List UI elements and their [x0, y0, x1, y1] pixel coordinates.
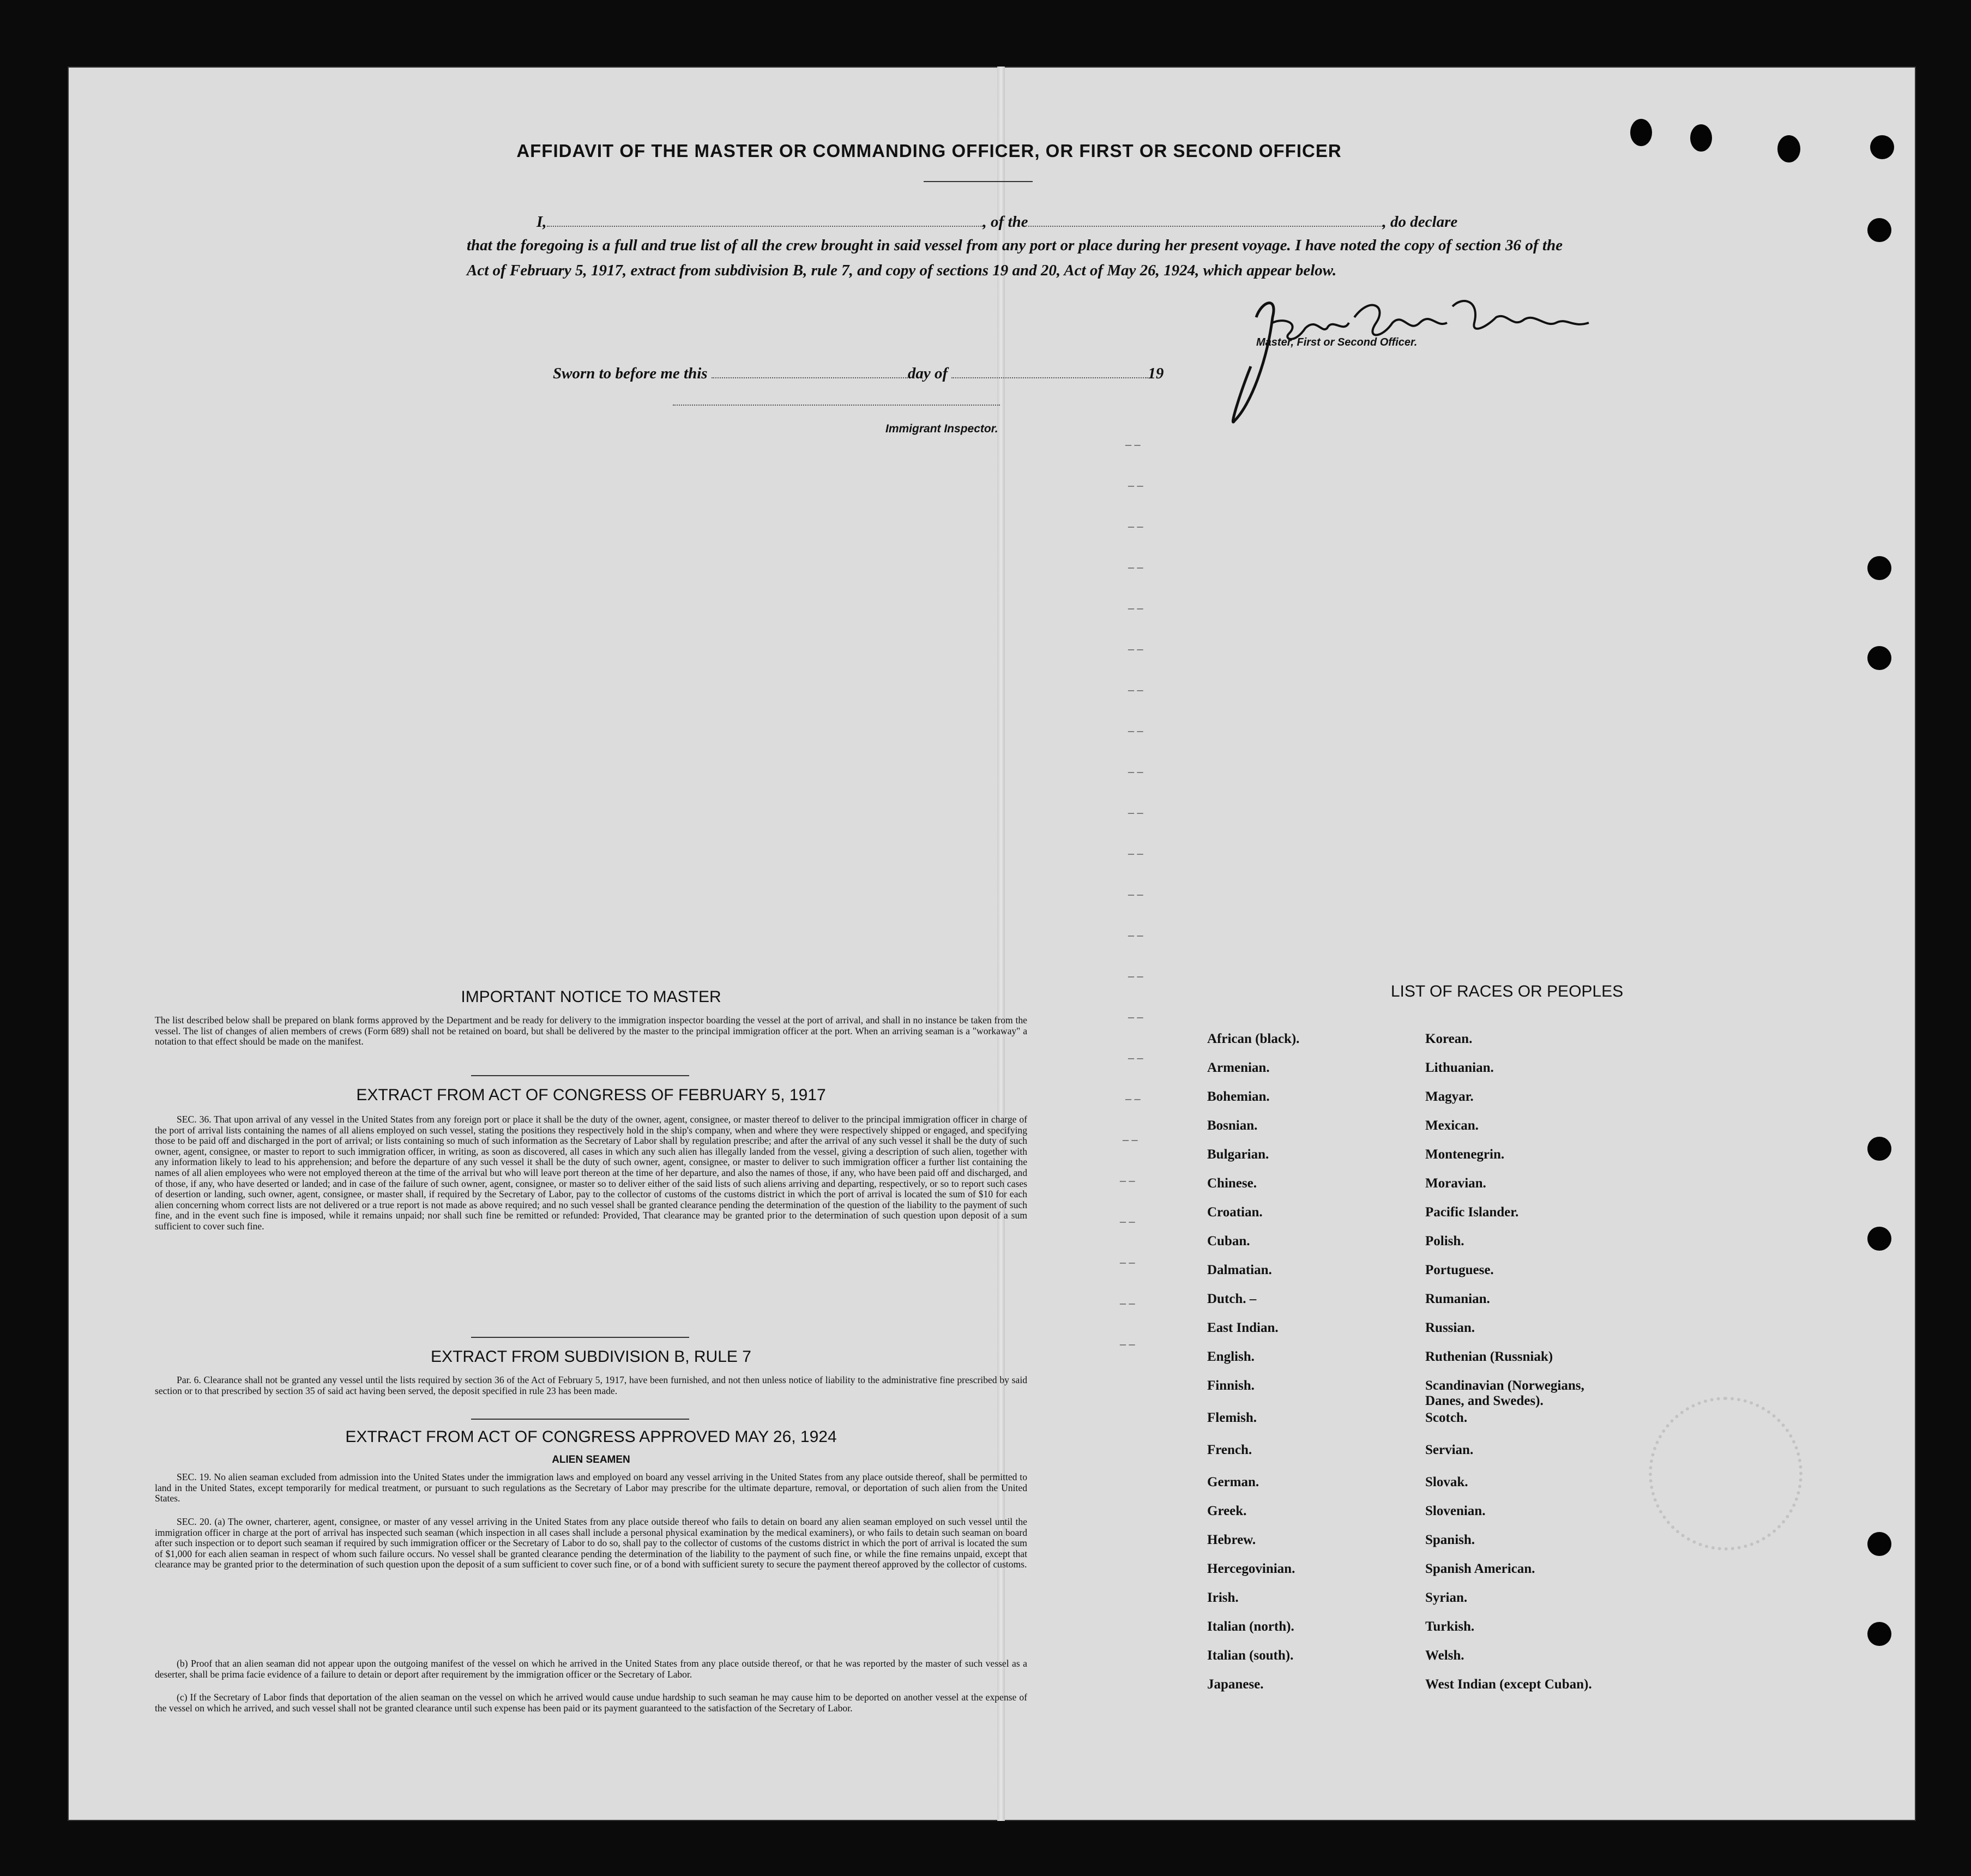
race-item: Greek. [1207, 1504, 1247, 1518]
affidavit-body: that the foregoing is a full and true list of all the crew brought in said vessel from any port or place during her present voyage. I have noted the copy of section 36 of the Act of February 5, 1917, extract from subdivision B, rule 7, and copy of sections 19 and 20, Act of May 26, 1924, which appear below. [467, 237, 1563, 279]
inspector-label: Immigrant Inspector. [885, 423, 998, 435]
dash-mark: – – [1120, 1296, 1135, 1310]
vessel-field[interactable] [1028, 226, 1383, 227]
race-item: African (black). [1207, 1032, 1300, 1046]
sec20c-text: (c) If the Secretary of Labor finds that deportation of the alien seaman on the vessel on which he arrived would cause undue hardship to such seaman he may cause him to be deported on another vessel at the expense of the vessel on which he arrived, and such vessel shall not be granted clearance until such expense has been paid or its payment guaranteed to the satisfaction of the Secretary of Labor. [155, 1692, 1027, 1714]
signature-graphic [1191, 285, 1627, 492]
race-item: German. [1207, 1475, 1259, 1489]
dash-mark: – – [1128, 519, 1143, 533]
race-item: Turkish. [1425, 1619, 1475, 1634]
affidavit-declaration-line [537, 209, 1562, 234]
dash-mark: – – [1128, 805, 1143, 819]
race-item: Slovenian. [1425, 1504, 1486, 1518]
race-item: Croatian. [1207, 1205, 1263, 1220]
extract-1924-heading: EXTRACT FROM ACT OF CONGRESS APPROVED MAY 26, 1924 [345, 1428, 837, 1446]
punch-hole [1777, 135, 1800, 162]
extract-1917-heading: EXTRACT FROM ACT OF CONGRESS OF FEBRUARY 5, 1917 [356, 1086, 826, 1104]
dash-mark: – – [1128, 928, 1143, 942]
race-item: Syrian. [1425, 1590, 1468, 1605]
race-item: Hebrew. [1207, 1533, 1256, 1547]
do-declare-label: , do declare [1382, 213, 1458, 231]
race-item: Flemish. [1207, 1410, 1257, 1425]
race-item: Magyar. [1425, 1089, 1474, 1104]
dash-mark: – – [1128, 887, 1143, 901]
affidavit-title: AFFIDAVIT OF THE MASTER OR COMMANDING OFFICER, OR FIRST OR SECOND OFFICER [516, 141, 1342, 161]
title-underline [924, 181, 1033, 182]
declarant-label: I, [537, 213, 547, 231]
race-item: Russian. [1425, 1320, 1475, 1335]
race-item: Spanish. [1425, 1533, 1475, 1547]
race-item: Bohemian. [1207, 1089, 1270, 1104]
dash-mark: – – [1128, 846, 1143, 860]
faded-seal-stamp [1649, 1397, 1803, 1551]
sworn-label: Sworn to before me this [553, 365, 708, 382]
punch-hole [1867, 1532, 1891, 1556]
punch-hole [1867, 1227, 1891, 1251]
race-item: Lithuanian. [1425, 1060, 1494, 1075]
dash-mark: – – [1125, 1091, 1141, 1105]
sec20b-text: (b) Proof that an alien seaman did not appear upon the outgoing manifest of the vessel on which he arrived in the United States from any place outside thereof, or that he was reported by the master of such vessel as a deserter, shall be prima facie evidence of a failure to detain or deport after requirement by the immigration officer or the Secretary of Labor. [155, 1658, 1027, 1680]
race-item: Korean. [1425, 1032, 1473, 1046]
dash-mark: – – [1128, 478, 1143, 492]
race-item: East Indian. [1207, 1320, 1279, 1335]
race-item: Spanish American. [1425, 1561, 1535, 1576]
declarant-name-field[interactable] [547, 226, 983, 227]
dash-mark: – – [1128, 601, 1143, 614]
section-divider [471, 1419, 689, 1420]
race-item: Servian. [1425, 1443, 1474, 1457]
race-item: Chinese. [1207, 1176, 1257, 1191]
race-item: Bulgarian. [1207, 1147, 1269, 1162]
sworn-month-field[interactable] [951, 377, 1148, 378]
race-item: Armenian. [1207, 1060, 1270, 1075]
race-item: Welsh. [1425, 1648, 1464, 1663]
sworn-day-field[interactable] [712, 377, 908, 378]
section-divider [471, 1075, 689, 1076]
dash-mark: – – [1128, 723, 1143, 737]
dash-mark: – – [1128, 969, 1143, 982]
signature-caption: Master, First or Second Officer. [1256, 336, 1418, 348]
race-item: Irish. [1207, 1590, 1239, 1605]
race-item: English. [1207, 1349, 1255, 1364]
punch-hole [1867, 646, 1891, 670]
alien-seamen-subheading: ALIEN SEAMEN [552, 1454, 630, 1465]
dash-mark: – – [1128, 1010, 1143, 1023]
punch-hole [1690, 124, 1712, 152]
race-item: Hercegovinian. [1207, 1561, 1295, 1576]
punch-hole [1867, 556, 1891, 580]
race-item: Italian (south). [1207, 1648, 1294, 1663]
dash-mark: – – [1128, 764, 1143, 778]
race-item: Slovak. [1425, 1475, 1468, 1489]
race-item: Finnish. [1207, 1378, 1255, 1393]
rule7-text: Par. 6. Clearance shall not be granted any vessel until the lists required by section 36 of the Act of February 5, 1917, have been furnished, and not then unless notice of liability to the administrative fine prescribed by said section or to that prescribed by section 35 of said act having been served, the deposit specified in rule 23 has been made. [155, 1374, 1027, 1396]
race-item: Scotch. [1425, 1410, 1468, 1425]
dash-mark: – – [1123, 1132, 1138, 1146]
notice-heading: IMPORTANT NOTICE TO MASTER [461, 988, 721, 1006]
race-item: Cuban. [1207, 1234, 1250, 1248]
race-item: Mexican. [1425, 1118, 1479, 1133]
punch-hole [1870, 135, 1894, 159]
dash-mark: – – [1120, 1173, 1135, 1187]
dash-mark: – – [1120, 1214, 1135, 1228]
year-prefix: 19 [1148, 365, 1164, 382]
dash-mark: – – [1128, 642, 1143, 655]
race-item: Japanese. [1207, 1677, 1264, 1692]
race-item: Portuguese. [1425, 1263, 1494, 1277]
extract-1917-text: SEC. 36. That upon arrival of any vessel in the United States from any foreign port or place it shall be the duty of the owner, agent, consignee, or master thereof to deliver to the principal immigration officer in charge of the port of arrival lists containing the names of all aliens employed on such vessel, stating the positions they respectively hold in the ship's company, when and where they were respectively shipped or engaged, and specifying those to be paid off and discharged in the port of arrival; or lists containing so much of such information as the Secretary of Labor shall by regulation prescribe; and after the arrival of any such vessel it shall be the duty of such owner, agent, consignee, or master to report to such immigration officer, in writing, as soon as discovered, all cases in which any such alien has illegally landed from the vessel, giving a description of such alien, together with any information likely to lead to his apprehension; and before the departure of any such vessel it shall be the duty of such owner, agent, consignee, or master to deliver to such immigration officer a further list containing the names of all alien employees who were not employed thereon at the time of the arrival but who will leave port thereon at the time of her departure, and also the names of those, if any, who have been paid off and discharged, and of those, if any, who have deserted or landed; and in case of the failure of such owner, agent, consignee, or master so to deliver either of the said lists of such aliens arriving and departing, respectively, or so to report such cases of desertion or landing, such owner, agent, consignee, or master shall, if required by the Secretary of Labor, pay to the collector of customs of the customs district in which the port of arrival is located the sum of $10 for each alien concerning whom correct lists are not delivered or a true report is not made as above required; and no such vessel shall be granted clearance pending the determination of the question of the liability to the payment of such fine, and in the event such fine is imposed, while it remains unpaid; nor shall such fine be remitted or refunded: Provided, That clearance may be granted prior to the determination of such question upon deposit of a sum sufficient to cover such fine. [155, 1114, 1027, 1232]
race-item: Bosnian. [1207, 1118, 1258, 1133]
of-the-label: , of the [983, 213, 1028, 231]
race-item: Polish. [1425, 1234, 1464, 1248]
rule7-heading: EXTRACT FROM SUBDIVISION B, RULE 7 [431, 1348, 751, 1366]
race-item: Scandinavian (Norwegians, Danes, and Swedes). [1425, 1378, 1584, 1408]
race-item: Dutch. – [1207, 1292, 1257, 1306]
punch-hole [1867, 218, 1891, 242]
punch-hole [1867, 1137, 1891, 1161]
punch-hole [1867, 1622, 1891, 1646]
dash-mark: – – [1125, 437, 1141, 451]
dash-mark: – – [1120, 1337, 1135, 1350]
race-item: West Indian (except Cuban). [1425, 1677, 1592, 1692]
race-item: Rumanian. [1425, 1292, 1490, 1306]
sworn-line [553, 361, 1262, 386]
dash-mark: – – [1120, 1255, 1135, 1269]
dash-mark: – – [1128, 1051, 1143, 1064]
sec20a-text: SEC. 20. (a) The owner, charterer, agent, consignee, or master of any vessel arriving in the United States from any place outside thereof who fails to detain on board any alien seaman employed on such vessel until the immigration officer in charge at the port of arrival has inspected such seaman (which inspection in all cases shall include a personal physical examination by the medical examiners), or who fails to detain such seaman on board after such inspection or to deport such seaman if required by such immigration officer or the Secretary of Labor to do so, shall pay to the collector of customs of the customs district in which the port of arrival is located the sum of $1,000 for each alien seaman in respect of whom such failure occurs. No vessel shall be granted clearance pending the determination of the liability to the payment of such fine, or while the fine remains unpaid, except that clearance may be granted prior to the determination of such question upon the deposit of a sum sufficient to cover such fine, or of a bond with sufficient surety to secure the payment thereof approved by the collector of customs. [155, 1516, 1027, 1570]
document-sheet [68, 67, 1916, 1821]
race-item: Dalmatian. [1207, 1263, 1272, 1277]
inspector-signature-field[interactable] [673, 405, 1000, 406]
sec19-text: SEC. 19. No alien seaman excluded from admission into the United States under the immigration laws and employed on board any vessel arriving in the United States from any place outside thereof, shall be permitted to land in the United States, except temporarily for medical treatment, or pursuant to such regulations as the Secretary of Labor may prescribe for the ultimate departure, removal, or deportation of such alien from the United States. [155, 1471, 1027, 1504]
notice-text: The list described below shall be prepared on blank forms approved by the Department and be ready for delivery to the immigration inspector boarding the vessel at the port of arrival, and shall in no instance be taken from the vessel. The list of changes of alien members of crews (Form 689) shall not be retained on board, but shall be delivered by the master to the principal immigration officer at the port. When an arriving seaman is a "workaway" a notation to that effect should be made on the manifest. [155, 1015, 1027, 1047]
race-item: Ruthenian (Russniak) [1425, 1349, 1553, 1364]
race-item: French. [1207, 1443, 1252, 1457]
day-of-label: day of [907, 365, 948, 382]
race-item: Moravian. [1425, 1176, 1486, 1191]
race-item: Pacific Islander. [1425, 1205, 1519, 1220]
race-item: Montenegrin. [1425, 1147, 1505, 1162]
punch-hole [1630, 119, 1652, 146]
race-item: Italian (north). [1207, 1619, 1294, 1634]
dash-mark: – – [1128, 683, 1143, 696]
dash-mark: – – [1128, 560, 1143, 574]
races-heading: LIST OF RACES OR PEOPLES [1390, 982, 1624, 1000]
section-divider [471, 1337, 689, 1338]
